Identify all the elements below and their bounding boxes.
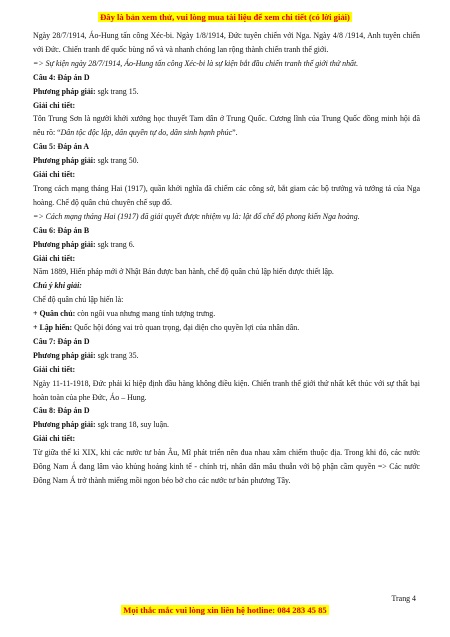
cau8-heading: Câu 8: Đáp án D bbox=[33, 406, 90, 416]
method-label: Phương pháp giải: bbox=[33, 350, 96, 360]
page-number: Trang 4 bbox=[391, 594, 416, 603]
cau5-detail-label: Giải chi tiết: bbox=[33, 170, 76, 180]
cau8-detail-label: Giải chi tiết: bbox=[33, 434, 76, 444]
cau6-method bbox=[33, 238, 420, 252]
method-label: Phương pháp giải: bbox=[33, 420, 96, 430]
cau7-detail: Ngày 11-11-1918, Đức phải kí hiệp định đầu hàng không điều kiện. Chiến tranh thế giới thứ nhất kết thúc với sự thất bại hoàn toàn của phe Đức, Áo – Hung. bbox=[33, 378, 420, 402]
bullet-text: còn ngôi vua nhưng mang tính tượng trưng. bbox=[75, 309, 216, 319]
document-body bbox=[33, 29, 420, 488]
cau6-heading: Câu 6: Đáp án B bbox=[33, 225, 90, 235]
footer-banner bbox=[0, 605, 450, 615]
method-text: sgk trang 35. bbox=[95, 350, 139, 360]
detail-quote: Dân tộc độc lập, dân quyền tự do, dân sinh hạnh phúc bbox=[60, 128, 233, 138]
cau7-detail-label: Giải chi tiết: bbox=[33, 364, 76, 374]
method-label: Phương pháp giải: bbox=[33, 156, 96, 166]
cau6-bullet-2 bbox=[33, 321, 420, 335]
cau6-detail: Năm 1889, Hiến pháp mới ở Nhật Bản được ban hành, chế độ quân chủ lập hiến được thiết lập. bbox=[33, 267, 334, 277]
header-banner bbox=[0, 12, 450, 22]
cau5-method bbox=[33, 154, 420, 168]
cau7-method bbox=[33, 349, 420, 363]
method-label: Phương pháp giải: bbox=[33, 86, 96, 96]
footer-banner-text: Mọi thắc mắc vui lòng xin liên hệ hotline: 084 283 45 85 bbox=[123, 605, 327, 615]
cau6-detail-label: Giải chi tiết: bbox=[33, 253, 76, 263]
method-text: sgk trang 6. bbox=[95, 239, 135, 249]
cau6-note-intro: Chế độ quân chủ lập hiến là: bbox=[33, 295, 124, 305]
intro-paragraph: Ngày 28/7/1914, Áo-Hung tấn công Xéc-bi. Ngày 1/8/1914, Đức tuyên chiến với Nga. Ngày 4/8 /1914, Anh tuyên chiến với Đức. Chiến tranh đế quốc bùng nổ và và nhanh chóng lan rộng thành chiến tranh thế giới. bbox=[33, 31, 420, 54]
cau4-heading: Câu 4: Đáp án D bbox=[33, 72, 90, 82]
cau4-detail-label: Giải chi tiết: bbox=[33, 100, 76, 110]
cau5-heading: Câu 5: Đáp án A bbox=[33, 142, 90, 152]
cau5-conclusion: => Cách mạng tháng Hai (1917) đã giải quyết được nhiệm vụ là: lật đổ chế độ phong kiến Nga hoàng. bbox=[33, 211, 360, 221]
cau4-method bbox=[33, 85, 420, 99]
method-label: Phương pháp giải: bbox=[33, 239, 96, 249]
cau8-detail: Từ giữa thế kỉ XIX, khi các nước tư bản Âu, Mĩ phát triển nên đua nhau xâm chiếm thuộc địa. Trong khi đó, các nước Đông Nam Á đang lâm vào khủng hoảng kinh tế - chính trị, nhân dân mâu thuẫn với bộ phận cầm quyền => Các nước Đông Nam Á trở thành miếng mồi ngon béo bở cho các nước tư bản phương Tây. bbox=[33, 448, 420, 485]
method-text: sgk trang 15. bbox=[95, 86, 139, 96]
detail-text: Tôn Trung Sơn là người khởi xướng học thuyết Tam dân ở Trung Quốc. Cương lĩnh của Trung Quốc đồng minh hội đã nêu rõ: “ bbox=[33, 114, 420, 138]
cau6-bullet-1 bbox=[33, 307, 420, 321]
method-text: sgk trang 50. bbox=[95, 156, 139, 166]
bullet-label: + Lập hiến: bbox=[33, 323, 73, 333]
cau6-note-label: Chú ý khi giải: bbox=[33, 281, 82, 291]
detail-text-end: ”. bbox=[232, 128, 238, 138]
header-banner-text: Đây là bản xem thử, vui lòng mua tài liệu để xem chi tiết (có lời giải) bbox=[100, 12, 350, 22]
method-text: sgk trang 18, suy luận. bbox=[95, 420, 170, 430]
bullet-text: Quốc hội đóng vai trò quan trọng, đại diện cho quyền lợi của nhân dân. bbox=[72, 323, 300, 333]
intro-conclusion: => Sự kiện ngày 28/7/1914, Áo-Hung tấn công Xéc-bi là sự kiện bắt đầu chiến tranh thế giới thứ nhất. bbox=[33, 58, 359, 68]
cau7-heading: Câu 7: Đáp án D bbox=[33, 336, 90, 346]
cau8-method bbox=[33, 418, 420, 432]
bullet-label: + Quân chủ: bbox=[33, 309, 76, 319]
cau5-detail: Trong cách mạng tháng Hai (1917), quần khởi nghĩa đã chiếm các công sở, bắt giam các bộ trưởng và tướng tá của Nga hoàng. Chế độ quân chủ chuyên chế sụp đổ. bbox=[33, 183, 420, 207]
cau4-detail bbox=[33, 112, 420, 140]
